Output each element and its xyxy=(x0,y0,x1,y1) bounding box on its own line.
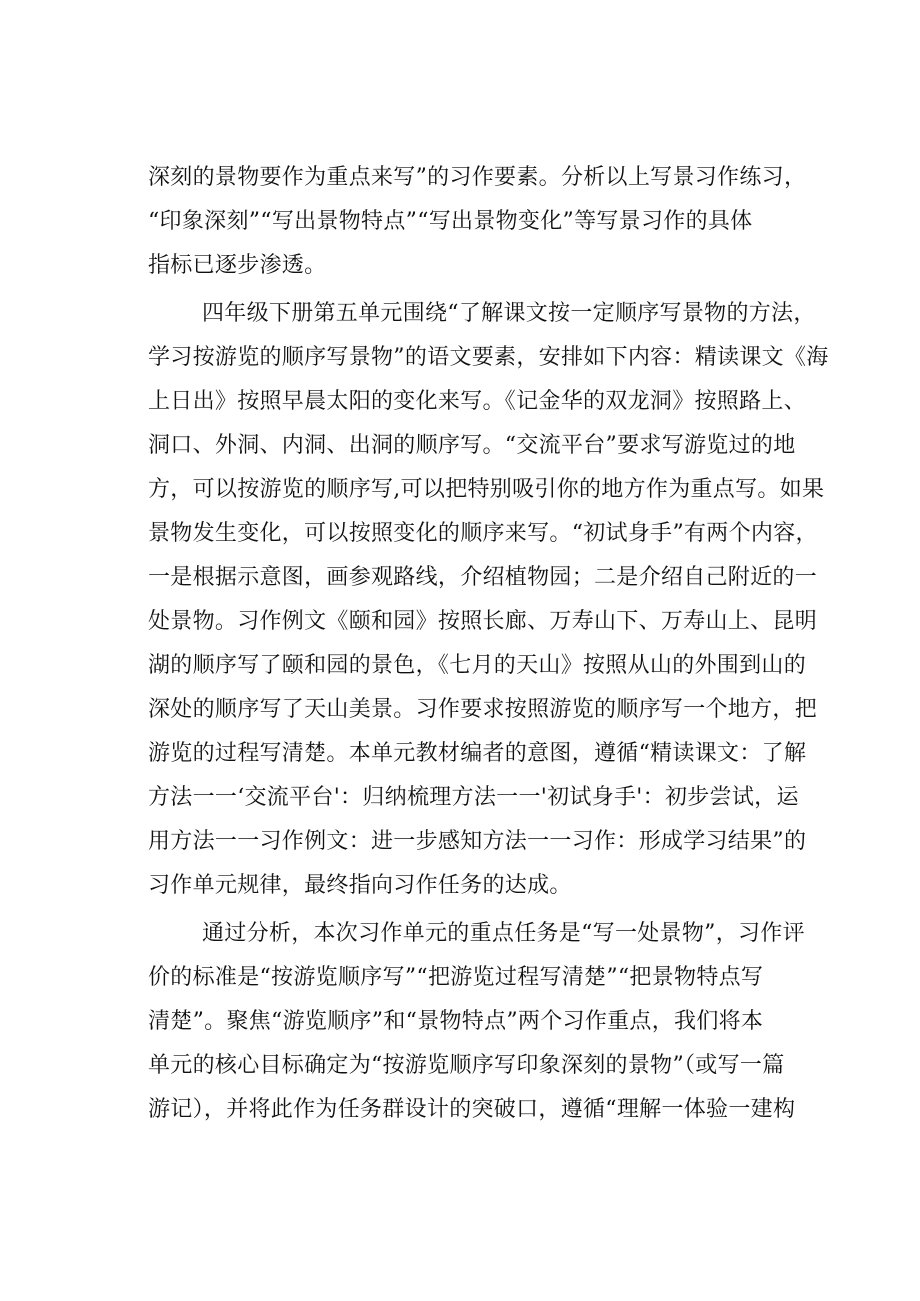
paragraph-line: 习作单元规律，最终指向习作任务的达成。 xyxy=(148,873,572,898)
paragraph-line: 指标已逐步渗透。 xyxy=(148,253,327,278)
paragraph-line: 洞口、外洞、内洞、出洞的顺序写。“交流平台”要求写游览过的地 xyxy=(148,433,796,458)
paragraph-line: 游览的过程写清楚。本单元教材编者的意图，遵循“精读课文：了解 xyxy=(148,741,807,766)
paragraph-line: 深刻的景物要作为重点来写”的习作要素。分析以上写景习作练习， xyxy=(148,165,807,190)
paragraph-line: 一是根据示意图，画参观路线，介绍植物园；二是介绍自己附近的一 xyxy=(148,565,818,590)
paragraph-line: 通过分析，本次习作单元的重点任务是“写一处景物”，习作评 xyxy=(202,921,805,946)
paragraph-line: 景物发生变化，可以按照变化的顺序来写。“初试身手”有两个内容， xyxy=(148,521,818,546)
paragraph-line: 方，可以按游览的顺序写,可以把特别吸引你的地方作为重点写。如果 xyxy=(148,477,825,502)
paragraph-line: 用方法一一习作例文：进一步感知方法一一习作：形成学习结果”的 xyxy=(148,829,807,854)
paragraph-line: 处景物。习作例文《颐和园》按照长廊、万寿山下、万寿山上、昆明 xyxy=(148,609,818,634)
paragraph-line: 价的标准是“按游览顺序写”“把游览过程写清楚”“把景物特点写 xyxy=(148,965,764,990)
paragraph-line: 方法一一‘交流平台'：归纳梳理方法一一'初试身手'：初步尝试，运 xyxy=(148,785,799,810)
paragraph-line: “印象深刻”“写出景物特点”“写出景物变化”等写景习作的具体 xyxy=(148,209,753,234)
paragraph-line: 清楚”。聚焦“游览顺序”和“景物特点”两个习作重点，我们将本 xyxy=(148,1009,764,1034)
paragraph-line: 上日出》按照早晨太阳的变化来写。《记金华的双龙洞》按照路上、 xyxy=(148,389,807,414)
paragraph-line: 单元的核心目标确定为“按游览顺序写印象深刻的景物”（或写一篇 xyxy=(148,1053,785,1078)
paragraph-line: 游记），并将此作为任务群设计的突破口，遵循“理解一体验一建构 xyxy=(148,1097,796,1122)
paragraph-line: 湖的顺序写了颐和园的景色，《七月的天山》按照从山的外围到山的 xyxy=(148,653,807,678)
paragraph-line: 深处的顺序写了天山美景。习作要求按照游览的顺序写一个地方，把 xyxy=(148,697,818,722)
paragraph-line: 学习按游览的顺序写景物”的语文要素，安排如下内容：精读课文《海 xyxy=(148,345,829,370)
paragraph-line: 四年级下册第五单元围绕“了解课文按一定顺序写景物的方法， xyxy=(202,301,816,326)
